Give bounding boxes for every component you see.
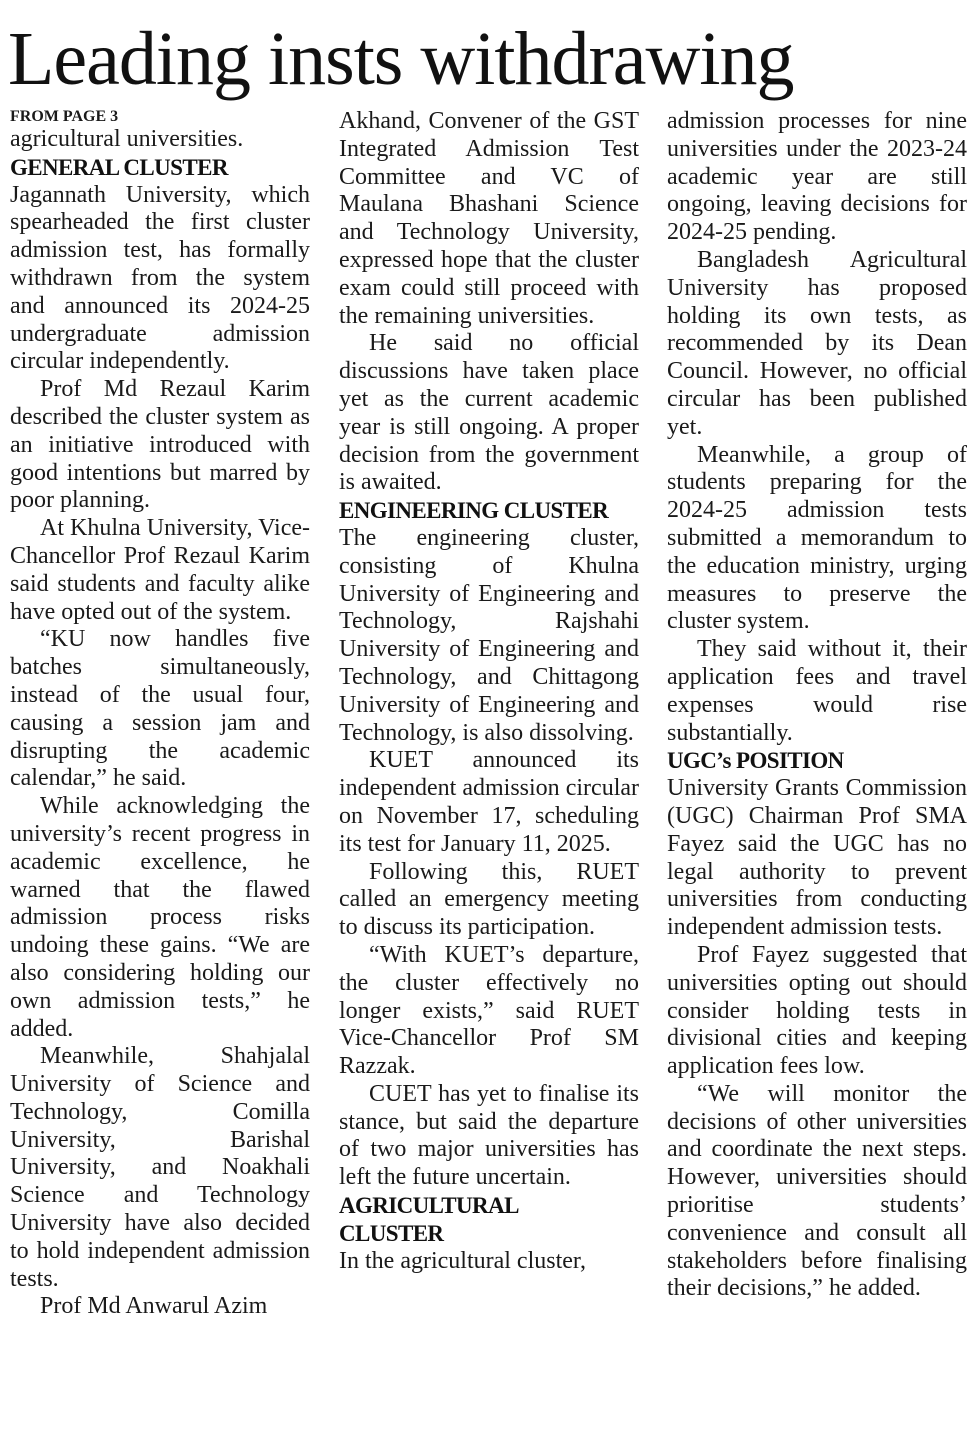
paragraph: Jagannath University, which spearheaded the first cluster admission test, has formally withdrawn from the system and announced its 2024-25 undergraduate admission circular independently. bbox=[10, 181, 310, 375]
paragraph: At Khulna University, Vice-Chancellor Prof Rezaul Karim said students and faculty alike have opted out of the system. bbox=[10, 515, 310, 625]
paragraph: Akhand, Convener of the GST Integrated Admission Test Committee and VC of Maulana Bhashani Science and Technology University, expressed hope that the cluster exam could still proceed with the remaining universities. bbox=[339, 108, 639, 329]
subheading-ugc-position: UGC’s POSITION bbox=[667, 748, 844, 774]
paragraph: “We will monitor the decisions of other universities and coordinate the next steps. However, universities should prioritise students’ convenience and consult all stakeholders before finalising their decisions,” he added. bbox=[667, 1080, 967, 1302]
paragraph: “KU now handles five batches simultaneously, instead of the usual four, causing a session jam and disrupting the academic calendar,” he said. bbox=[10, 626, 310, 792]
paragraph: Meanwhile, a group of students preparing for the 2024-25 admission tests submitted a memorandum to the education ministry, urging measures to preserve the cluster system. bbox=[667, 441, 967, 635]
paragraph: The engineering cluster, consisting of Khulna University of Engineering and Technology, Rajshahi University of Engineering and Technology, and Chittagong University of Engineering and Technology, is also dissolving. bbox=[339, 524, 639, 746]
paragraph: Prof Fayez suggested that universities opting out should consider holding tests in divisional cities and keeping application fees low. bbox=[667, 941, 967, 1080]
paragraph: KUET announced its independent admission circular on November 17, scheduling its test for January 11, 2025. bbox=[339, 747, 639, 857]
subheading-engineering-cluster: ENGINEERING CLUSTER bbox=[339, 498, 609, 524]
subheading-general-cluster: GENERAL CLUSTER bbox=[10, 154, 228, 180]
paragraph: Prof Md Rezaul Karim described the cluster system as an initiative introduced with good intentions but marred by poor planning. bbox=[10, 376, 310, 514]
paragraph: admission processes for nine universities under the 2023-24 academic year are still ongoing, leaving decisions for 2024-25 pending. bbox=[667, 108, 967, 246]
paragraph: They said without it, their application fees and travel expenses would rise substantially. bbox=[667, 636, 967, 746]
paragraph: University Grants Commission (UGC) Chairman Prof SMA Fayez said the UGC has no legal authority to prevent universities from conducting independent admission tests. bbox=[667, 775, 967, 941]
paragraph: In the agricultural cluster, bbox=[339, 1247, 586, 1274]
paragraph: Prof Md Anwarul Azim bbox=[40, 1293, 268, 1320]
paragraph: Meanwhile, Shahjalal University of Science and Technology, Comilla University, Barishal University, and Noakhali Science and Technology University have also decided to hold independent admission tests. bbox=[10, 1043, 310, 1292]
paragraph: Following this, RUET called an emergency meeting to discuss its participation. bbox=[339, 858, 639, 941]
article-column-3 bbox=[667, 108, 967, 1303]
article-column-2 bbox=[339, 108, 639, 1275]
paragraph: CUET has yet to finalise its stance, but said the departure of two major universities has left the future uncertain. bbox=[339, 1080, 639, 1191]
article-column-1 bbox=[10, 108, 310, 1321]
subheading-agricultural: AGRICULTURAL bbox=[339, 1193, 519, 1219]
headline: Leading insts withdrawing bbox=[8, 17, 794, 101]
continued-from-label: FROM PAGE 3 bbox=[10, 108, 119, 125]
paragraph: “With KUET’s departure, the cluster effectively no longer exists,” said RUET Vice-Chancellor Prof SM Razzak. bbox=[339, 941, 639, 1080]
subheading-cluster: CLUSTER bbox=[339, 1220, 444, 1246]
paragraph: While acknowledging the university’s recent progress in academic excellence, he warned that the flawed admission process risks undoing these gains. “We are also considering holding our own admission tests,” he added. bbox=[10, 793, 310, 1042]
paragraph: agricultural universities. bbox=[10, 126, 244, 152]
paragraph: He said no official discussions have taken place yet as the current academic year is still ongoing. A proper decision from the government is awaited. bbox=[339, 330, 639, 496]
paragraph: Bangladesh Agricultural University has proposed holding its own tests, as recommended by its Dean Council. However, no official circular has been published yet. bbox=[667, 246, 967, 440]
